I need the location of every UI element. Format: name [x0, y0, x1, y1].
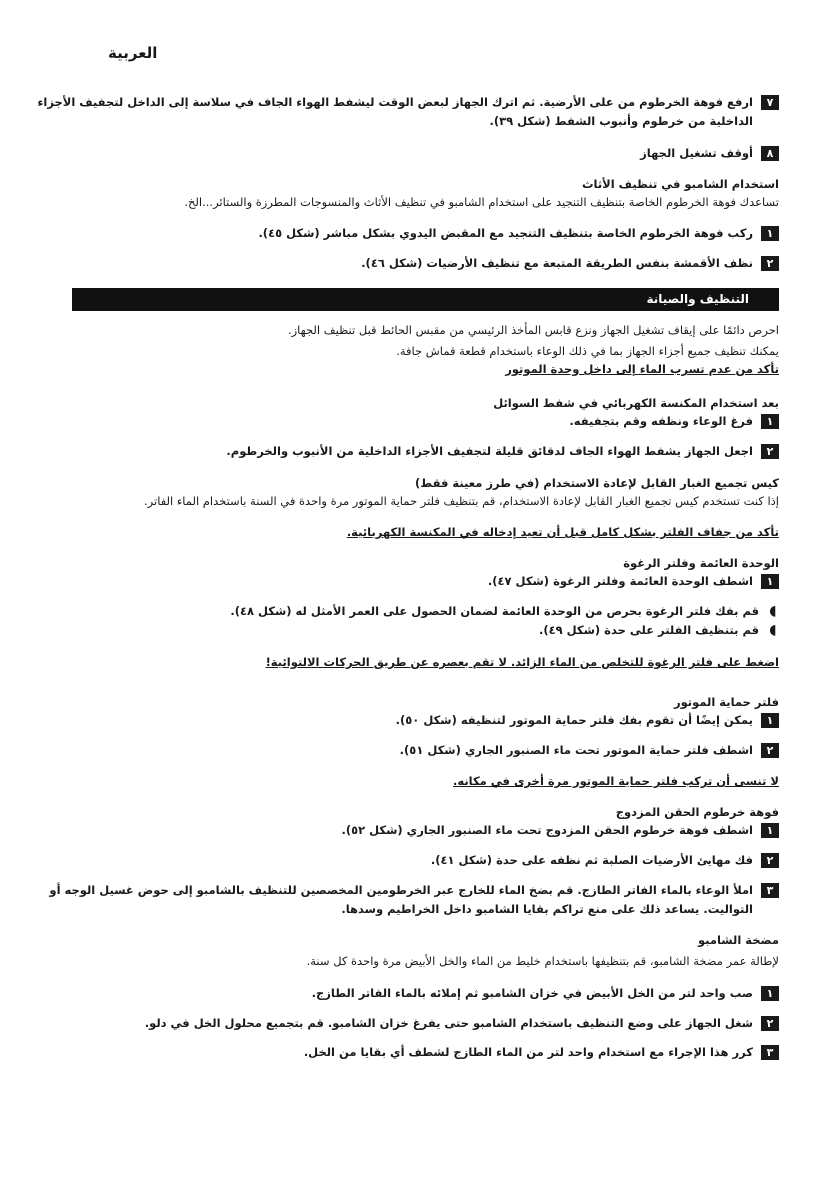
- step-text: كرر هذا الإجراء مع استخدام واحد لتر من الماء الطازج لشطف أي بقايا من الخل.: [303, 1045, 753, 1059]
- step-number: ٢: [761, 853, 779, 868]
- motor-heading: فلتر حماية الموتور: [673, 695, 779, 709]
- furniture-step-1: [258, 225, 779, 241]
- motor-step-1: [396, 712, 779, 728]
- step-number: ٨: [761, 146, 779, 161]
- language-title: العربية: [108, 44, 158, 62]
- bullet-text: قم بفك فلتر الرغوة بحرص من الوحدة العائمة لضمان الحصول على العمر الأمثل له (شكل ٤٨).: [230, 604, 759, 618]
- step-text: فك مهايئ الأرضيات الصلبة ثم نظفه على حدة (شكل ٤١).: [430, 853, 753, 867]
- step-number: ٢: [761, 444, 779, 459]
- float-heading: الوحدة العائمة وفلتر الرغوة: [623, 556, 779, 570]
- pump-step-1: [312, 985, 779, 1001]
- step-text: شغل الجهاز على وضع التنظيف باستخدام الشامبو حتى يفرغ خزان الشامبو. قم بتجميع محلول الخل في دلو.: [144, 1016, 753, 1030]
- step-text: اجعل الجهاز يشفط الهواء الجاف لدقائق قليلة لتجفيف الأجزاء الداخلية من الأنبوب والخرطوم.: [226, 444, 753, 458]
- step-text: اشطف فوهة خرطوم الحقن المزدوج تحت ماء الصنبور الجاري (شكل ٥٢).: [341, 823, 753, 837]
- warning-squeeze-filter: اضغط على فلتر الرغوة للتخلص من الماء الزائد. لا تقم بعصره عن طريق الحركات الالتوائية!: [265, 655, 779, 669]
- float-step-1: [488, 573, 779, 589]
- wet-step-1: [569, 413, 779, 429]
- bullet-item-2: [539, 622, 779, 638]
- step-7-continued: الداخلية من خرطوم وأنبوب الشفط (شكل ٣٩).: [489, 114, 753, 128]
- warning-refit-filter: لا تنسى أن تركب فلتر حماية الموتور مرة أخرى في مكانه.: [453, 774, 779, 788]
- nozzle-step-2: [431, 852, 779, 868]
- nozzle-step-3-continued: التواليت. يساعد ذلك على منع تراكم بقايا الشامبو داخل الخراطيم وسدها.: [341, 902, 753, 916]
- furniture-heading: استخدام الشامبو في تنظيف الأثاث: [581, 177, 779, 191]
- step-number: ٢: [761, 1016, 779, 1031]
- furniture-step-2: [361, 255, 779, 271]
- pump-heading: مضخة الشامبو: [697, 933, 779, 947]
- step-number: ٢: [761, 743, 779, 758]
- step-number: ٣: [761, 883, 779, 898]
- step-number: ١: [761, 986, 779, 1001]
- bag-text: إذا كنت تستخدم كيس تجميع الغبار القابل لإعادة الاستخدام، قم بتنظيف فلتر حماية الموتور مرة واحدة في السنة باستخدام الماء الفاتر.: [144, 494, 779, 508]
- wet-step-2: [226, 443, 779, 459]
- step-text: صب واحد لتر من الخل الأبيض في خزان الشامبو ثم إملائه بالماء الفاتر الطازج.: [311, 986, 753, 1000]
- pump-step-3: [304, 1044, 779, 1060]
- step-number: ٣: [761, 1045, 779, 1060]
- step-text: أوقف تشغيل الجهاز: [640, 146, 753, 160]
- warning-water-motor: تأكد من عدم تسرب الماء إلى داخل وحدة الموتور: [505, 362, 779, 376]
- step-number: ١: [761, 713, 779, 728]
- bullet-icon: ◖: [769, 622, 777, 638]
- step-number: ١: [761, 226, 779, 241]
- step-number: ١: [761, 574, 779, 589]
- bullet-text: قم بتنظيف الفلتر على حدة (شكل ٤٩).: [538, 623, 759, 637]
- step-number: ٧: [761, 95, 779, 110]
- step-text: املأ الوعاء بالماء الفاتر الطازج. قم بضخ الماء للخارج عبر الخرطومين المخصصين للتنظيف بالشامبو إلى حوض غسيل الوجه أو: [49, 883, 753, 897]
- bag-heading: كيس تجميع الغبار القابل لإعادة الاستخدام (في طرز معينة فقط): [415, 476, 779, 490]
- nozzle-heading: فوهة خرطوم الحقن المزدوج: [615, 805, 779, 819]
- step-number: ١: [761, 414, 779, 429]
- bullet-icon: ◖: [769, 603, 777, 619]
- nozzle-step-1: [341, 822, 779, 838]
- step-text: اشطف فلتر حماية الموتور تحت ماء الصنبور الجاري (شكل ٥١).: [399, 743, 753, 757]
- step-text: فرغ الوعاء ونظفه وقم بتجفيفه.: [569, 414, 753, 428]
- warning-dry-filter: تأكد من جفاف الفلتر بشكل كامل قبل أن تعيد إدخاله في المكنسة الكهربائية.: [346, 525, 779, 539]
- step-number: ١: [761, 823, 779, 838]
- cleaning-intro-2: يمكنك تنظيف جميع أجزاء الجهاز بما في ذلك الوعاء باستخدام قطعة قماش جافة.: [396, 344, 779, 358]
- step-text: اشطف الوحدة العائمة وفلتر الرغوة (شكل ٤٧).: [487, 574, 753, 588]
- step-text: نظف الأقمشة بنفس الطريقة المتبعة مع تنظيف الأرضيات (شكل ٤٦).: [361, 256, 753, 270]
- bullet-item-1: [230, 603, 779, 619]
- step-number: ٢: [761, 256, 779, 271]
- pump-step-2: [145, 1015, 779, 1031]
- step-text: ركب فوهة الخرطوم الخاصة بتنظيف التنجيد مع المقبض اليدوي بشكل مباشر (شكل ٤٥).: [258, 226, 753, 240]
- step-text: يمكن إيضًا أن تقوم بفك فلتر حماية الموتور لتنظيفه (شكل ٥٠).: [395, 713, 753, 727]
- motor-step-2: [400, 742, 779, 758]
- nozzle-step-3: [49, 882, 779, 898]
- step-text: ارفع فوهة الخرطوم من على الأرضية. ثم اترك الجهاز لبعض الوقت ليشفط الهواء الجاف في سلاسة إلى الداخل لتجفيف الأجزاء: [37, 95, 753, 109]
- step-7: [38, 94, 779, 110]
- cleaning-intro-1: احرص دائمًا على إيقاف تشغيل الجهاز ونزع قابس المأخذ الرئيسي من مقبس الحائط قبل تنظيف الجهاز.: [287, 323, 779, 337]
- step-8: [640, 145, 779, 161]
- section-title-cleaning: التنظيف والصيانة: [72, 288, 779, 311]
- furniture-intro: تساعدك فوهة الخرطوم الخاصة بتنظيف التنجيد على استخدام الشامبو في تنظيف الأثاث والمنسوجات المطرزة والستائر...الخ.: [184, 195, 779, 209]
- wet-heading: بعد استخدام المكنسة الكهربائي في شفط السوائل: [493, 396, 779, 410]
- pump-intro: لإطالة عمر مضخة الشامبو، قم بتنظيفها باستخدام خليط من الماء والخل الأبيض مرة واحدة كل سنة.: [306, 954, 779, 968]
